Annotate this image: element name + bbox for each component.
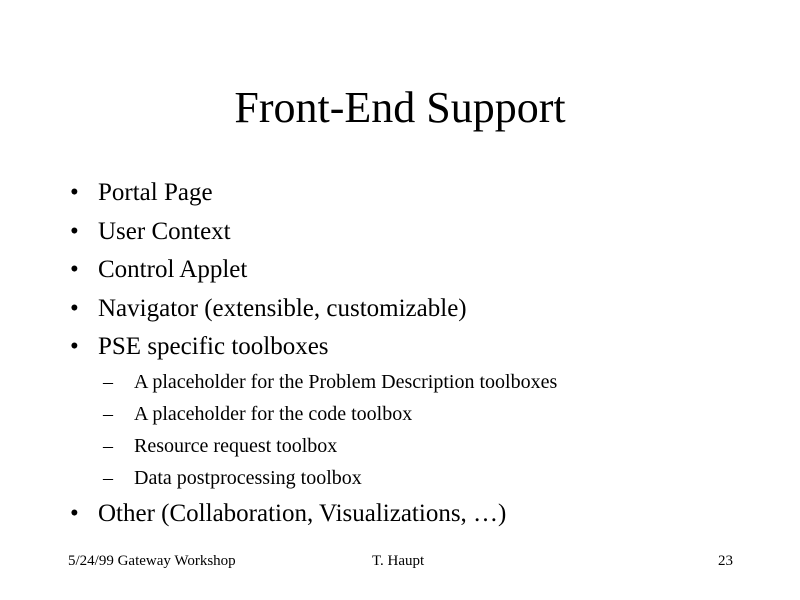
bullet-marker: •: [70, 333, 79, 360]
bullet-marker: •: [70, 218, 79, 245]
bullet-item: [0, 252, 760, 288]
sub-bullet-item: [0, 399, 760, 429]
bullet-text: Portal Page: [98, 179, 213, 206]
bullet-marker: •: [70, 500, 79, 527]
sub-bullet-marker: –: [103, 467, 113, 489]
bullet-text: PSE specific toolboxes: [98, 333, 329, 360]
bullet-marker: •: [70, 179, 79, 206]
bullet-text: Other (Collaboration, Visualizations, …): [98, 500, 507, 527]
sub-bullet-item: [0, 463, 760, 493]
bullet-text: Control Applet: [98, 256, 248, 283]
sub-bullet-text: A placeholder for the Problem Description toolboxes: [134, 371, 558, 393]
sub-bullet-item: [0, 367, 760, 397]
sub-bullet-text: Resource request toolbox: [134, 435, 338, 457]
sub-bullet-item: [0, 431, 760, 461]
bullet-text: User Context: [98, 218, 231, 245]
bullet-item: [0, 214, 760, 250]
bullet-item: [0, 175, 760, 211]
page-number: 23: [718, 553, 733, 569]
bullet-item: [0, 291, 760, 327]
bullet-item: [0, 329, 760, 365]
bullet-text: Navigator (extensible, customizable): [98, 295, 467, 322]
bullet-marker: •: [70, 295, 79, 322]
sub-bullet-marker: –: [103, 371, 113, 393]
footer-date-event: 5/24/99 Gateway Workshop: [68, 553, 236, 569]
sub-bullet-marker: –: [103, 403, 113, 425]
bullet-item: [0, 496, 760, 532]
sub-bullet-marker: –: [103, 435, 113, 457]
slide-title: Front-End Support: [234, 83, 566, 132]
sub-bullet-text: A placeholder for the code toolbox: [134, 403, 413, 425]
sub-bullet-text: Data postprocessing toolbox: [134, 467, 362, 489]
footer-author: T. Haupt: [372, 553, 425, 569]
bullet-marker: •: [70, 256, 79, 283]
